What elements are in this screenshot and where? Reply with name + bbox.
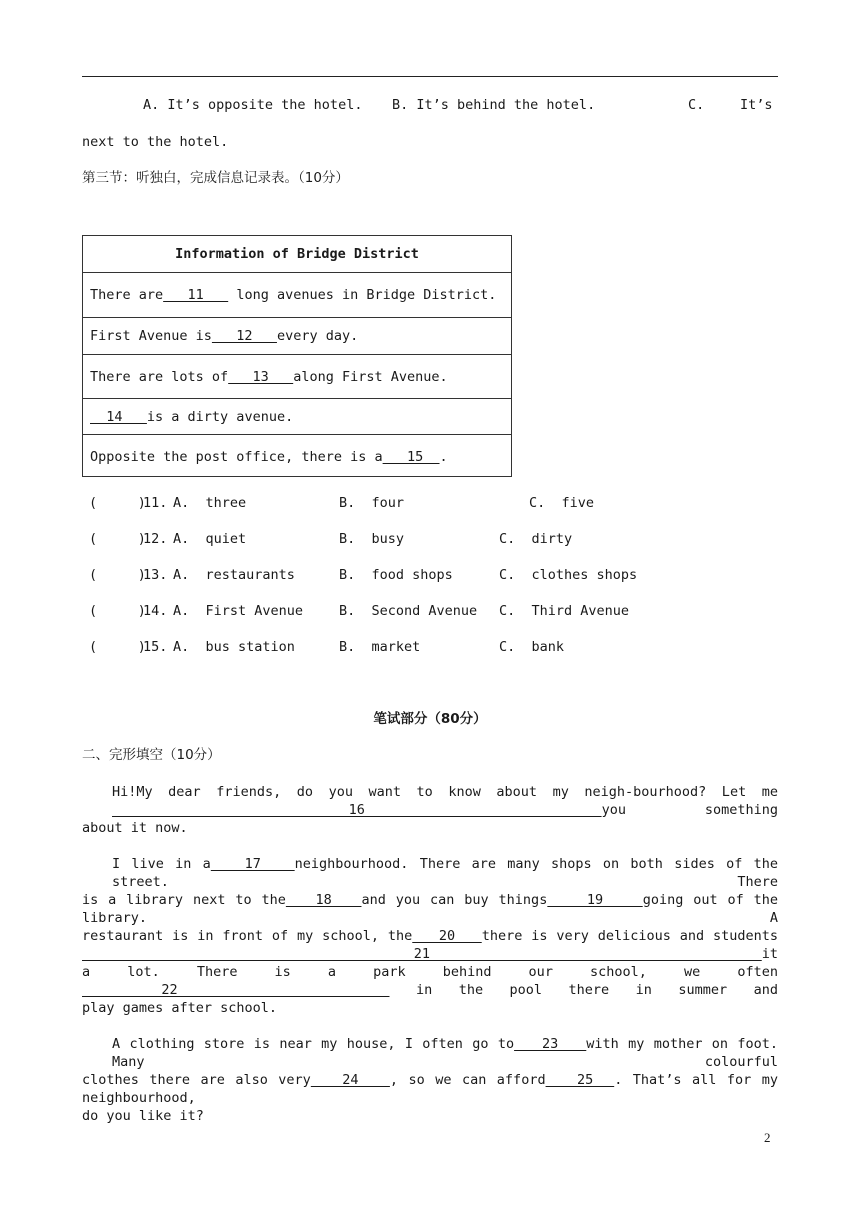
blank-24: 24 [310,1072,390,1088]
passage-line: clothes there are also very 24 , so we can afford 25 . That’s all for my neighbourhood, [82,1072,778,1106]
passage-line: play games after school. [82,1000,278,1016]
blank-13: 13 [228,368,294,385]
choice-c: C. bank [499,639,565,655]
choice-c: C. five [529,495,595,511]
choice-a: A. First Avenue [173,603,304,619]
blank-12: 12 [211,328,277,344]
blank-23: 23 [514,1036,587,1052]
answer-paren: ( ) [89,567,146,583]
answer-paren: ( ) [89,495,146,511]
question-number: 11. [143,495,168,511]
choice-c: C. dirty [499,531,573,547]
choice-b: B. four [339,495,405,511]
answer-paren: ( ) [89,639,146,655]
option-c-text: It’s [740,97,773,113]
choice-c: C. clothes shops [499,567,638,583]
page-number: 2 [764,1130,771,1145]
passage-line: Hi!My dear friends, do you want to know about my neigh-bourhood? Let me 16 you something [112,784,778,818]
info-row: First Avenue is 12 every day. [83,317,511,354]
question-number: 14. [143,603,168,619]
passage-line: a lot. There is a park behind our school, we often 22 in the pool there in summer and [82,964,778,998]
cloze-heading: 二、完形填空（10分） [82,747,221,763]
choice-a: A. bus station [173,639,295,655]
choice-b: B. busy [339,531,405,547]
blank-22: 22 [82,982,390,998]
choice-b: B. food shops [339,567,453,583]
info-row: There are lots of 13 along First Avenue. [83,354,511,398]
choice-b: B. market [339,639,421,655]
info-row: There are 11 long avenues in Bridge District. [83,272,511,317]
section3-heading: 第三节：听独白，完成信息记录表。（10分） [82,170,349,186]
choice-a: A. quiet [173,531,247,547]
info-table-title: Information of Bridge District [175,246,419,262]
info-table [82,235,512,477]
choice-a: A. three [173,495,247,511]
answer-paren: ( ) [89,603,146,619]
passage-line: is a library next to the 18 and you can buy things 19 going out of the library. A [82,892,779,926]
option-a: A. It’s opposite the hotel. [143,97,363,113]
option-b: B. It’s behind the hotel. [392,97,596,113]
question-number: 15. [143,639,168,655]
choice-b: B. Second Avenue [339,603,478,619]
passage-line: restaurant is in front of my school, the 20 there is very delicious and students 21 it [82,928,778,962]
choice-a: A. restaurants [173,567,295,583]
blank-20: 20 [412,928,482,944]
blank-14: 14 [90,408,147,425]
info-row: Opposite the post office, there is a 15 . [83,434,511,478]
written-section-title: 笔试部分（80分） [373,711,487,727]
blank-17: 17 [210,856,295,872]
passage-line: I live in a 17 neighbourhood. There are many shops on both sides of the street. There [112,856,778,890]
choice-c: C. Third Avenue [499,603,630,619]
question-number: 13. [143,567,168,583]
passage-line: about it now. [82,820,188,836]
passage-line: do you like it? [82,1108,204,1124]
header-rule [82,76,778,77]
blank-16: 16 [112,802,602,818]
option-c-continued: next to the hotel. [82,134,229,150]
blank-11: 11 [163,287,229,303]
option-c-letter: C. [688,97,705,113]
blank-19: 19 [547,892,643,908]
blank-15: 15 [382,448,440,465]
passage-line: A clothing store is near my house, I often go to 23 with my mother on foot. Many colourful [112,1036,778,1070]
blank-21: 21 [82,946,762,962]
info-row: 14 is a dirty avenue. [83,398,511,434]
question-number: 12. [143,531,168,547]
blank-25: 25 [545,1072,615,1088]
blank-18: 18 [285,892,362,908]
answer-paren: ( ) [89,531,146,547]
